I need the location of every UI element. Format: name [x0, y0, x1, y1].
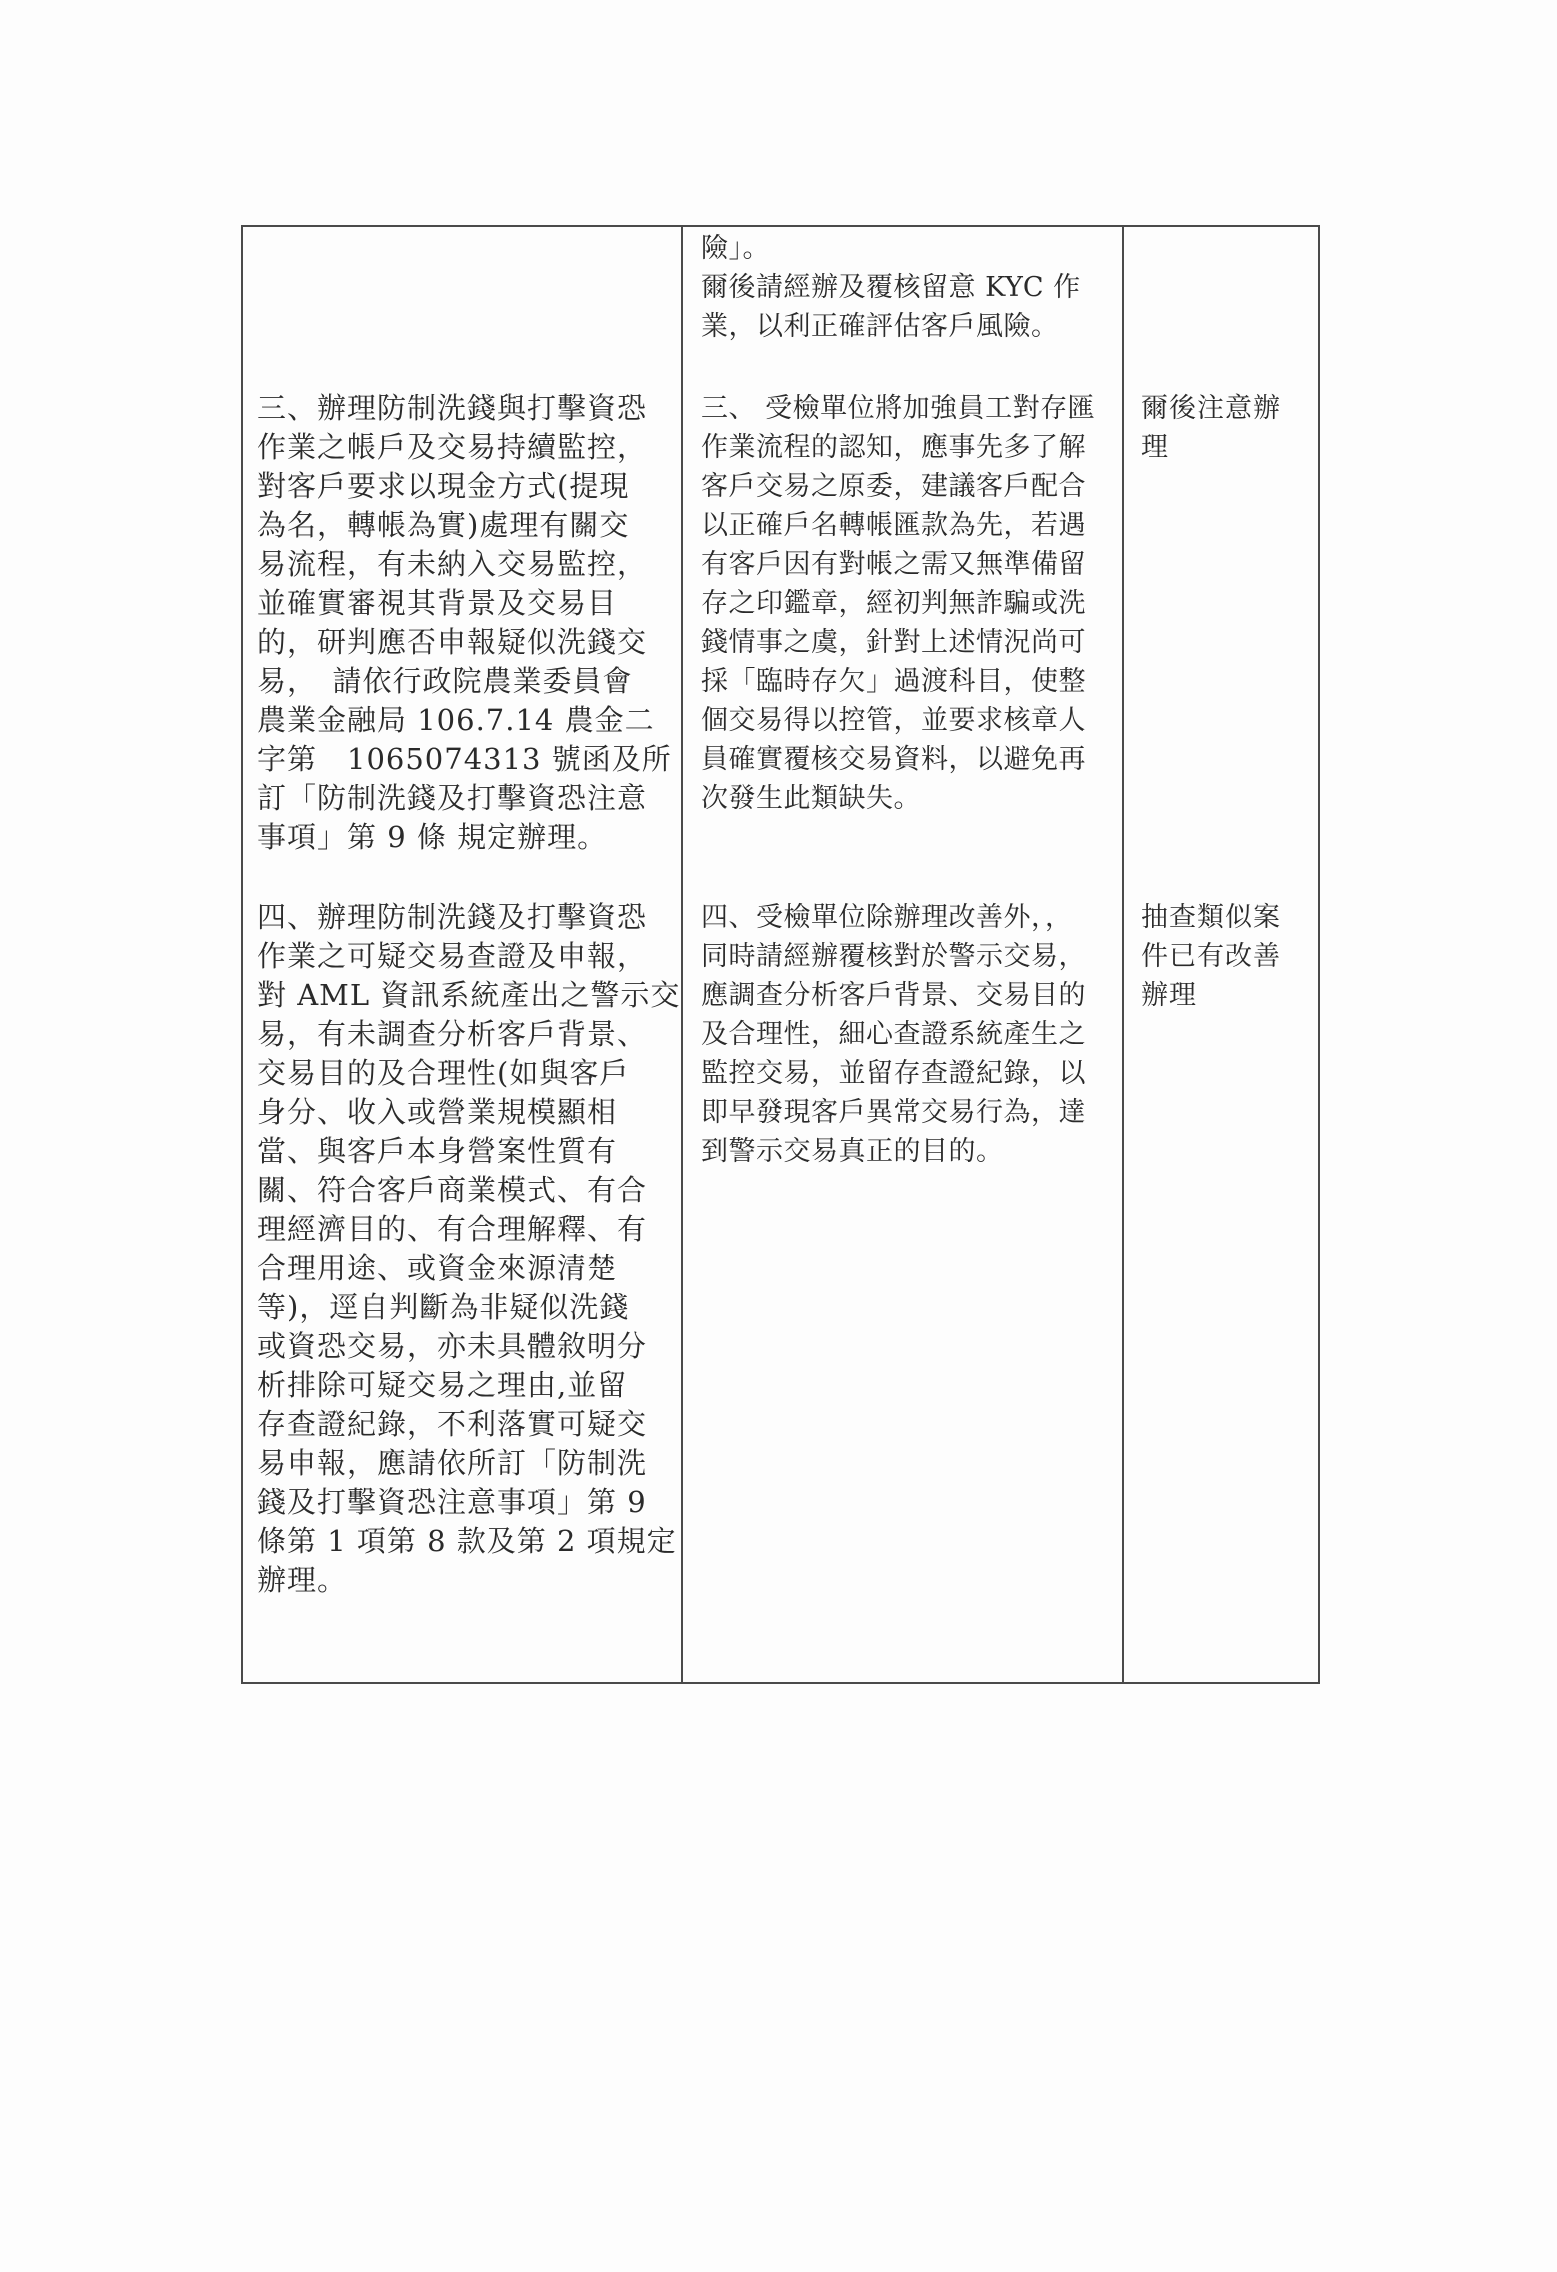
row-1-improvement-cell [701, 229, 1111, 346]
text-line: 理 [1141, 432, 1169, 463]
text-line: 以正確戶名轉帳匯款為先，若遇 [701, 510, 1086, 541]
text-line: 易申報，應請依所訂「防制洗 [257, 1446, 648, 1480]
row-2-finding-cell [257, 389, 672, 857]
text-line: 到警示交易真正的目的。 [701, 1136, 1004, 1167]
text-line: 理經濟目的、有合理解釋、有 [257, 1212, 648, 1246]
text-line: 當、與客戶本身營案性質有 [257, 1134, 618, 1168]
text-line: 易流程，有未納入交易監控， [257, 547, 648, 581]
text-line: 同時請經辦覆核對於警示交易， [701, 941, 1086, 972]
text-line: 辦理。 [257, 1563, 348, 1597]
row-2-improvement-cell [701, 389, 1111, 818]
text-line: 員確實覆核交易資料，以避免再 [701, 744, 1086, 775]
text-line: 件已有改善 [1141, 941, 1281, 972]
text-line: 抽查類似案 [1141, 902, 1281, 933]
text-line: 事項」第 9 條 規定辦理。 [257, 820, 608, 854]
text-line: 個交易得以控管，並要求核章人 [701, 705, 1086, 736]
text-line: 的，研判應否申報疑似洗錢交 [257, 625, 648, 659]
text-line: 交易目的及合理性(如與客戶 [257, 1056, 630, 1090]
column-divider-2 [1122, 225, 1124, 1684]
row-3-improvement-cell [701, 898, 1111, 1171]
text-line: 應調查分析客戶背景、交易目的 [701, 980, 1086, 1011]
text-line: 為名，轉帳為實)處理有關交 [257, 508, 630, 542]
text-line: 四、受檢單位除辦理改善外，， [701, 902, 1073, 933]
text-line: 錢情事之虞，針對上述情況尚可 [701, 627, 1086, 658]
text-line: 錢及打擊資恐注意事項」第 9 [257, 1485, 647, 1519]
text-line: 析排除可疑交易之理由,並留 [257, 1368, 628, 1402]
text-line: 訂「防制洗錢及打擊資恐注意 [257, 781, 648, 815]
text-line: 採「臨時存欠」過渡科目，使整 [701, 666, 1086, 697]
text-line: 險」。 [701, 233, 770, 264]
text-line: 辦理 [1141, 980, 1197, 1011]
text-line: 次發生此類缺失。 [701, 783, 921, 814]
text-line: 三、辦理防制洗錢與打擊資恐 [257, 391, 648, 425]
text-line: 條第 1 項第 8 款及第 2 項規定 [257, 1524, 677, 1558]
text-line: 即早發現客戶異常交易行為，達 [701, 1097, 1086, 1128]
text-line: 字第 1065074313 號函及所 [257, 742, 672, 776]
text-line: 爾後請經辦及覆核留意 KYC 作 [701, 272, 1081, 303]
text-line: 對 AML 資訊系統產出之警示交 [257, 978, 681, 1012]
text-line: 客戶交易之原委，建議客戶配合 [701, 471, 1086, 502]
text-line: 有客戶因有對帳之需又無準備留 [701, 549, 1086, 580]
text-line: 身分、收入或營業規模顯相 [257, 1095, 618, 1129]
text-line: 或資恐交易，亦未具體敘明分 [257, 1329, 648, 1363]
text-line: 對客戶要求以現金方式(提現 [257, 469, 630, 503]
text-line: 存之印鑑章，經初判無詐騙或洗 [701, 588, 1086, 619]
column-divider-1 [681, 225, 683, 1684]
text-line: 易， 請依行政院農業委員會 [257, 664, 633, 698]
row-3-finding-cell [257, 898, 681, 1600]
text-line: 存查證紀錄，不利落實可疑交 [257, 1407, 648, 1441]
text-line: 並確實審視其背景及交易目 [257, 586, 618, 620]
text-line: 業，以利正確評估客戶風險。 [701, 311, 1059, 342]
row-3-result-cell [1141, 898, 1311, 1015]
text-line: 作業流程的認知，應事先多了解 [701, 432, 1086, 463]
row-2-result-cell [1141, 389, 1311, 467]
text-line: 監控交易，並留存查證紀錄，以 [701, 1058, 1086, 1089]
text-line: 關、符合客戶商業模式、有合 [257, 1173, 648, 1207]
text-line: 易，有未調查分析客戶背景、 [257, 1017, 648, 1051]
text-line: 作業之可疑交易查證及申報， [257, 939, 648, 973]
text-line: 爾後注意辦 [1141, 393, 1281, 424]
text-line: 等)，逕自判斷為非疑似洗錢 [257, 1290, 630, 1324]
text-line: 合理用途、或資金來源清楚 [257, 1251, 618, 1285]
text-line: 作業之帳戶及交易持續監控， [257, 430, 648, 464]
text-line: 四、辦理防制洗錢及打擊資恐 [257, 900, 648, 934]
text-line: 農業金融局 106.7.14 農金二 [257, 703, 655, 737]
text-line: 三、 受檢單位將加強員工對存匯 [701, 393, 1096, 424]
text-line: 及合理性，細心查證系統產生之 [701, 1019, 1086, 1050]
